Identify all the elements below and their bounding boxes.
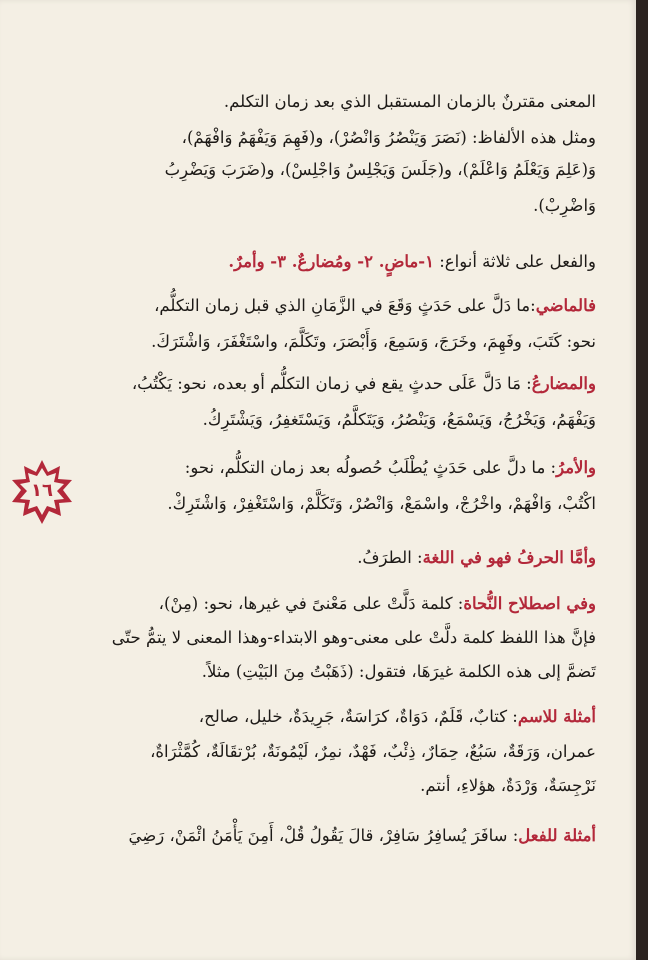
- text-segment: : كتابٌ، قَلَمٌ، دَوَاةٌ، كرَاسَةٌ، جَرِيدَةٌ، خليل، صالح،: [198, 707, 518, 726]
- text-line: [44, 548, 596, 567]
- text-segment: : كلمة دَلَّتْ على مَعْنىً في غيرها، نحو: (مِنْ)،: [158, 594, 464, 613]
- text-segment: وَ(عَلِمَ وَيَعْلَمُ وَاعْلَمْ)، و(جَلَسَ وَيَجْلِسُ وَاجْلِسْ)، و(ضَرَبَ وَيَضْرِبُ: [164, 160, 596, 179]
- text-segment: : سافَرَ يُسافِرُ سَافِرْ، قالَ يَقُولُ قُلْ، أَمِنَ يَأْمَنُ ائْمَنْ، رَضِيَ: [128, 826, 519, 845]
- text-line: [44, 826, 596, 845]
- text-segment: عمران، وَرَقَةٌ، سَبُعٌ، حِمَارٌ، ذِئْبٌ، فَهْدٌ، نمِرٌ، لَيْمُونَةٌ، بُرْتقَالَةٌ، كُمَّثْرَاةٌ،: [150, 742, 596, 761]
- text-segment: والفعل على ثلاثة أنواع:: [434, 252, 596, 271]
- text-line: [44, 662, 596, 681]
- highlighted-term: أمثلة للفعل: [518, 826, 596, 845]
- text-segment: نحو: كَتَبَ، وفَهِمَ، وخَرَجَ، وَسَمِعَ، وَأَبْصَرَ، وتَكَلَّمَ، واسْتَغْفَرَ، وَاشْتَرَكَ.: [151, 332, 596, 351]
- text-line: [44, 374, 596, 393]
- highlighted-term: ١-ماضٍ. ٢- ومُضارعٌ. ٣- وأمرٌ.: [228, 252, 434, 271]
- text-line: [44, 494, 596, 513]
- highlighted-term: فالماضي: [535, 296, 596, 315]
- highlighted-term: والأمرُ: [556, 458, 596, 477]
- text-segment: :ما دَلَّ على حَدَثٍ وَقَعَ في الزَّمَانِ الذي قبل زمان التكلُّم،: [154, 296, 536, 315]
- text-line: [44, 410, 596, 429]
- highlighted-term: وأمَّا الحرفُ فهو في اللغة: [422, 548, 596, 567]
- text-segment: فإنَّ هذا اللفظ كلمة دلَّتْ على معنى-وهو الابتداء-وهذا المعنى لا يتمُّ حتّى: [111, 628, 596, 647]
- highlighted-term: والمضارعُ: [531, 374, 596, 393]
- text-line: [44, 628, 596, 647]
- text-line: [44, 160, 596, 179]
- text-segment: ومثل هذه الألفاظ: (نَصَرَ وَيَنْصُرُ وَانْصُرْ)، و(فَهِمَ وَيَفْهَمُ وَافْهَمْ)،: [181, 128, 596, 147]
- text-segment: : مَا دَلَّ عَلَى حدثٍ يقع في زمان التكلُّم أو بعده، نحو: يَكْتُبُ،: [131, 374, 532, 393]
- text-segment: وَيَفْهَمُ، وَيَخْرُجُ، وَيَسْمَعُ، وَيَنْصُرُ، وَيَتَكلَّمُ، وَيَسْتَغفِرُ، وَيَشْتَرِكُ.: [202, 410, 596, 429]
- text-segment: : ما دلَّ على حَدَثٍ يُطْلَبُ حُصولُه بعد زمان التكلُّم، نحو:: [184, 458, 557, 477]
- text-line: [223, 92, 596, 111]
- text-line: [44, 458, 596, 477]
- text-line: [496, 196, 596, 215]
- text-line: [44, 776, 596, 795]
- text-segment: : الطرَفُ.: [357, 548, 423, 567]
- text-segment: اكْتُبْ، وَافْهَمْ، واخْرُجْ، واسْمَعْ، وَانْصُرْ، وَتَكَلَّمْ، وَاسْتَغْفِرْ، وَاشْتَرِكْ.: [167, 494, 596, 513]
- highlighted-term: أمثلة للاسم: [517, 707, 596, 726]
- text-line: [44, 707, 596, 726]
- text-segment: المعنى مقترنٌ بالزمان المستقبل الذي بعد زمان التكلم.: [223, 92, 596, 111]
- text-line: [44, 332, 596, 351]
- text-line: [44, 296, 596, 315]
- page-number: ١٦: [31, 480, 53, 501]
- text-segment: وَاضْرِبْ).: [533, 196, 596, 215]
- text-segment: نَرْجِسَةٌ، وَرْدَةٌ، هؤلاءِ، أنتم.: [420, 776, 596, 795]
- text-segment: تَضمَّ إلى هذه الكلمة غيرَهَا، فتقول: (ذَهَبْتُ مِنَ البَيْتِ) مثلاً.: [201, 662, 596, 681]
- text-line: [44, 128, 596, 147]
- text-line: [44, 594, 596, 613]
- text-line: [44, 742, 596, 761]
- text-line: [44, 252, 596, 271]
- highlighted-term: وفي اصطلاح النُّحاة: [463, 594, 596, 613]
